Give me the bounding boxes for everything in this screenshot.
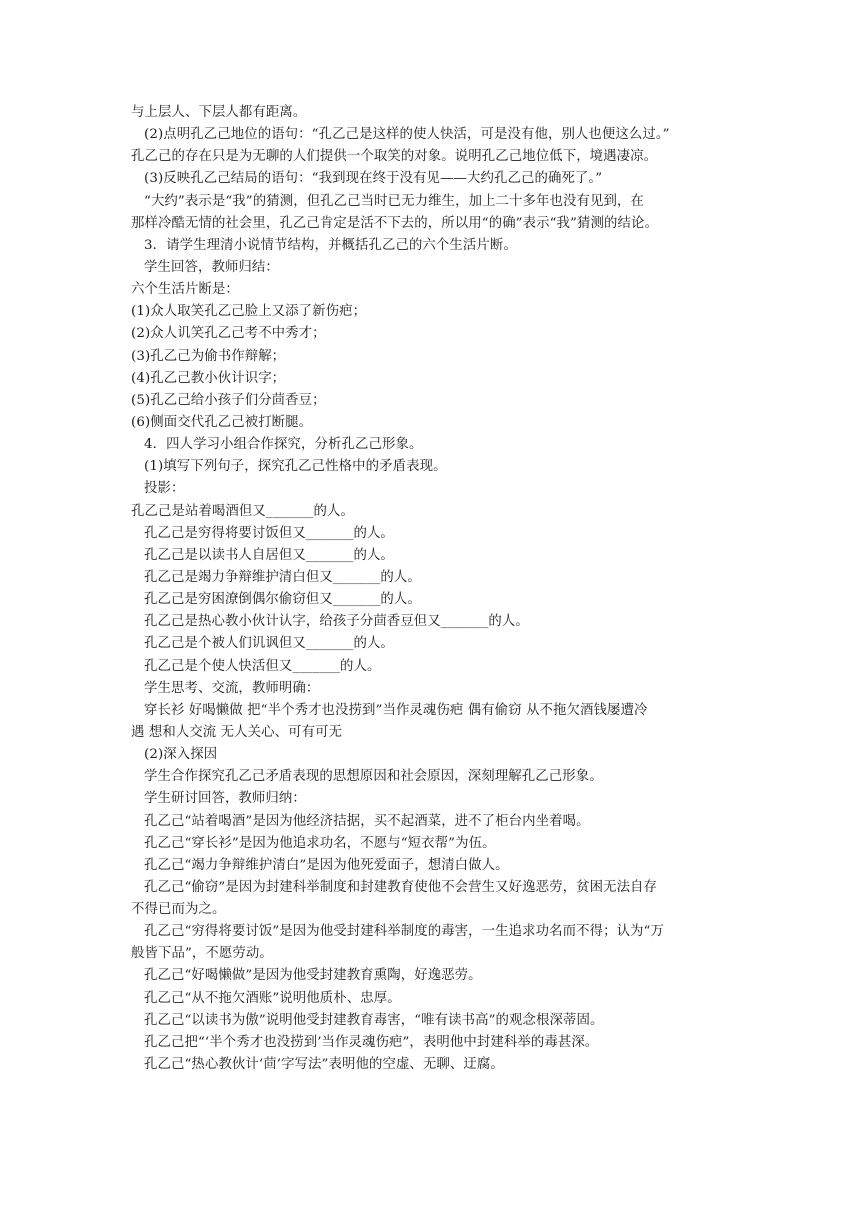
text-line: 学生研讨回答，教师归纳： <box>144 791 306 807</box>
text-line: 学生回答，教师归结： <box>144 259 279 275</box>
text-line: 孔乙己是站着喝酒但又_______的人。 <box>131 503 354 519</box>
text-line: 孔乙己把“‘半个秀才也没捞到’当作灵魂伤疤”，表明他中封建科举的毒甚深。 <box>144 1034 599 1050</box>
text-line: 般皆下品”，不愿劳动。 <box>131 946 273 962</box>
text-line: 孔乙己是热心教小伙计认字，给孩子分茴香豆但又_______的人。 <box>144 614 529 630</box>
text-line: 孔乙己“从不拖欠酒账”说明他质朴、忠厚。 <box>144 990 401 1006</box>
text-line: 孔乙己的存在只是为无聊的人们提供一个取笑的对象。说明孔乙己地位低下，境遇凄凉。 <box>131 149 658 165</box>
text-line: (2)点明孔乙己地位的语句：“孔乙己是这样的使人快活，可是没有他，别人也便这么过。” <box>144 127 670 143</box>
text-line: (2)众人讥笑孔乙己考不中秀才； <box>131 326 326 342</box>
text-line: “大约”表示是“我”的猜测，但孔乙己当时已无力维生，加上二十多年也没有见到，在 <box>144 193 644 209</box>
text-line: 学生思考、交流，教师明确： <box>144 680 320 696</box>
text-line: 4．四人学习小组合作探究，分析孔乙己形象。 <box>144 437 423 453</box>
text-line: 孔乙己是个使人快活但又_______的人。 <box>144 658 381 674</box>
text-line: (1)众人取笑孔乙己脸上又添了新伤疤； <box>131 304 367 320</box>
text-line: 不得已而为之。 <box>131 902 226 918</box>
text-line: (5)孔乙己给小孩子们分茴香豆； <box>131 392 326 408</box>
text-line: (3)反映孔乙己结局的语句：“我到现在终于没有见——大约孔乙己的确死了。” <box>144 171 603 187</box>
text-line: (4)孔乙己教小伙计识字； <box>131 370 286 386</box>
text-line: 孔乙己是竭力争辩维护清白但又_______的人。 <box>144 569 421 585</box>
text-line: 孔乙己是以读书人自居但又_______的人。 <box>144 547 394 563</box>
text-line: 六个生活片断是： <box>131 282 239 298</box>
text-line: 学生合作探究孔乙己矛盾表现的思想原因和社会原因，深刻理解孔乙己形象。 <box>144 769 603 785</box>
text-line: (3)孔乙己为偷书作辩解； <box>131 348 286 364</box>
text-line: 孔乙己“偷窃”是因为封建科举制度和封建教育使他不会营生又好逸恶劳，贫困无法自存 <box>144 879 658 895</box>
text-line: 孔乙己“穷得将要讨饭”是因为他受封建科举制度的毒害，一生追求功名而不得；认为“万 <box>144 924 664 940</box>
text-line: 投影： <box>144 481 185 497</box>
text-line: 孔乙己“热心教伙计‘茴’字写法”表明他的空虚、无聊、迂腐。 <box>144 1057 504 1073</box>
text-line: 孔乙己是穷困潦倒偶尔偷窃但又_______的人。 <box>144 592 421 608</box>
text-line: 孔乙己“以读书为傲”说明他受封建教育毒害，“唯有读书高”的观念根深蒂固。 <box>144 1012 604 1028</box>
text-line: 孔乙己“穿长衫”是因为他追求功名，不愿与“短衣帮”为伍。 <box>144 835 496 851</box>
text-line: 穿长衫 好喝懒做 把“半个秀才也没捞到”当作灵魂伤疤 偶有偷窃 从不拖欠酒钱屡遭冷 <box>144 702 648 718</box>
text-line: 孔乙己是穷得将要讨饭但又_______的人。 <box>144 525 394 541</box>
text-line: 那样冷酷无情的社会里，孔乙己肯定是活不下去的，所以用“的确”表示“我”猜测的结论。 <box>131 215 658 231</box>
text-line: (6)侧面交代孔乙己被打断腿。 <box>131 414 313 430</box>
text-line: 孔乙己“站着喝酒”是因为他经济拮据，买不起酒菜，进不了柜台内坐着喝。 <box>144 813 590 829</box>
text-line: 3．请学生理清小说情节结构，并概括孔乙己的六个生活片断。 <box>144 237 517 253</box>
text-line: (2)深入探因 <box>144 747 218 763</box>
document-body <box>131 102 737 1076</box>
text-line: 与上层人、下层人都有距离。 <box>131 105 307 120</box>
text-line: 遇 想和人交流 无人关心、可有可无 <box>131 724 343 740</box>
text-line: 孔乙己“竭力争辩维护清白”是因为他死爱面子，想清白做人。 <box>144 857 509 873</box>
text-line: 孔乙己“好喝懒做”是因为他受封建教育熏陶，好逸恶劳。 <box>144 968 482 984</box>
text-line: 孔乙己是个被人们讥讽但又_______的人。 <box>144 636 394 652</box>
text-line: (1)填写下列句子，探究孔乙己性格中的矛盾表现。 <box>144 459 447 475</box>
